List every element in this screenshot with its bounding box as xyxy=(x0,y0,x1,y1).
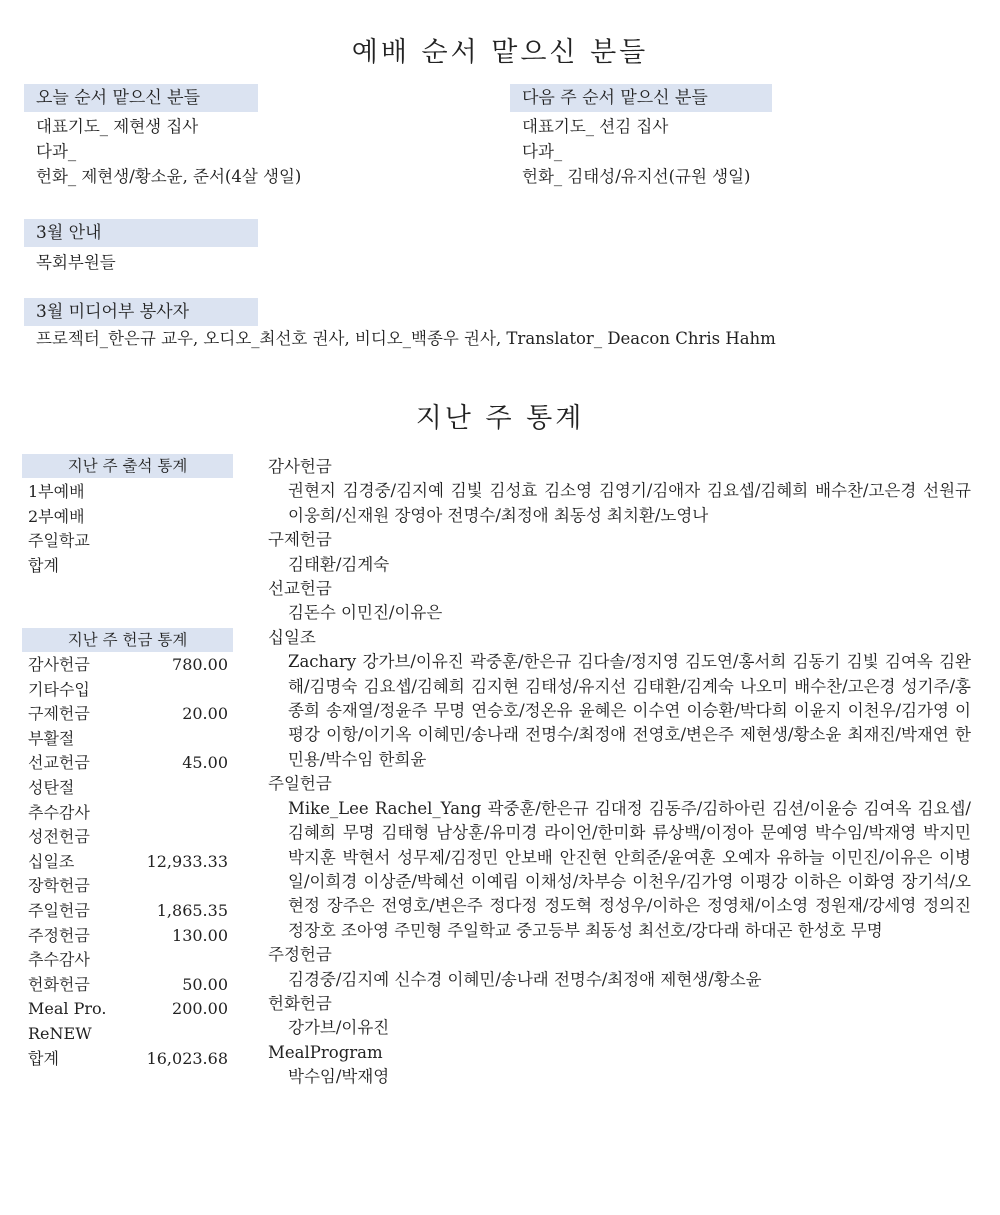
offering-name: 십일조 xyxy=(28,851,75,871)
offering-amount xyxy=(126,825,228,850)
donor-names: Mike_Lee Rachel_Yang 곽중훈/한은규 김대정 김동주/김하아린 김션/이윤승 김여옥 김요셉/김혜희 무명 김태형 남상훈/유미경 라이언/한미화 류상백/이정아 문예영 박수임/박재영 박지민 박지훈 박현서 성무제/김정민 안보배 안진현 안희준/윤여훈 오예자 유하늘 이민진/이유은 이병일/이희경 이상준/박혜선 이예림 이채성/차부승 이천우/김가영 이평강 이하은 이화영 장기석/오현정 장주은 전영호/변은주 정다정 정도혁 정성우/이하은 정영채/이소영 정원재/강세영 정의진 정장호 조아영 주민형 주일학교 중고등부 최동성 최선호/강다래 하대곤 한성호 무명 xyxy=(288,798,971,940)
offering-amount xyxy=(126,801,228,826)
offering-row xyxy=(28,874,228,899)
offering-amount xyxy=(126,948,228,973)
offering-row xyxy=(28,727,228,752)
donor-names: 김돈수 이민진/이유은 xyxy=(288,603,443,623)
attendance-label: 지난 주 출석 통계 xyxy=(22,454,233,478)
donor-names: 박수임/박재영 xyxy=(288,1067,390,1087)
offering-row xyxy=(28,997,228,1022)
offering-amount: 16,023.68 xyxy=(146,1048,228,1068)
donor-category: 헌화헌금 xyxy=(268,993,332,1013)
next-week-label: 다음 주 순서 맡으신 분들 xyxy=(510,84,772,112)
donor-category: 구제헌금 xyxy=(268,530,332,550)
offering-amount xyxy=(126,874,228,899)
offering-amount: 200.00 xyxy=(172,999,228,1019)
donor-names: Zachary 강가브/이유진 곽중훈/한은규 김다솔/정지영 김도연/홍서희 김동기 김빛 김여옥 김완해/김명숙 김요셉/김혜희 김지현 김태성/유지선 김태환/김계숙 나오미 배수찬/고은경 성기주/홍종희 송재열/정윤주 무명 연승호/정온유 윤혜은 이수연 이승환/박다희 이윤지 이천우/김가영 이평강 이항/이기옥 이혜민/송나래 전명수/최정애 전영호/변은주 제현생/황소윤 최재진/박재연 한민용/박수임 한희윤 xyxy=(288,652,971,769)
offering-amount xyxy=(126,678,228,703)
offering-name: 추수감사 xyxy=(28,950,90,970)
offering-row xyxy=(28,825,228,850)
next-week-list xyxy=(522,114,750,189)
offering-row xyxy=(28,751,228,776)
offering-amount: 780.00 xyxy=(172,655,228,674)
donor-category: 감사헌금 xyxy=(268,457,332,476)
donor-names: 김경중/김지예 신수경 이혜민/송나래 전명수/최정애 제현생/황소윤 xyxy=(288,969,762,989)
offering-amount: 1,865.35 xyxy=(156,900,228,920)
service-title: 예배 순서 맡으신 분들 xyxy=(351,37,649,68)
today-refreshment: 다과_ xyxy=(36,142,77,161)
offering-name: 장학헌금 xyxy=(28,876,90,896)
media-team-text: 프로젝터_한은규 교우, 오디오_최선호 권사, 비디오_백종우 권사, Translator_ Deacon Chris Hahm xyxy=(36,329,776,348)
attendance-row: 1부예배 xyxy=(28,482,85,501)
offering-name: 부활절 xyxy=(28,728,75,748)
offering-name: 추수감사 xyxy=(28,802,90,822)
today-label: 오늘 순서 맡으신 분들 xyxy=(24,84,258,112)
attendance-row: 2부예배 xyxy=(28,506,85,526)
offering-amount: 20.00 xyxy=(182,704,228,724)
today-flowers: 헌화_ 제현생/황소윤, 준서(4살 생일) xyxy=(36,167,302,186)
march-notice-label: 3월 안내 xyxy=(24,219,258,247)
offering-amount: 45.00 xyxy=(182,753,228,773)
offering-row xyxy=(28,948,228,973)
offering-amount: 50.00 xyxy=(182,974,228,994)
offering-row xyxy=(28,1022,228,1047)
offering-row xyxy=(28,899,228,924)
offering-name: 헌화헌금 xyxy=(28,974,90,994)
offering-amount xyxy=(126,1022,228,1047)
next-week-prayer: 대표기도_ 션김 집사 xyxy=(522,117,669,136)
offering-name: 감사헌금 xyxy=(28,655,90,674)
offering-name: 주정헌금 xyxy=(28,925,90,945)
donor-category: MealProgram xyxy=(268,1042,383,1062)
donor-category: 주정헌금 xyxy=(268,945,332,965)
offering-stats-table xyxy=(28,653,228,1071)
offering-row xyxy=(28,850,228,875)
offering-name: 성탄절 xyxy=(28,777,75,797)
attendance-row: 주일학교 xyxy=(28,531,90,550)
attendance-list xyxy=(28,480,90,578)
today-list xyxy=(36,114,301,189)
attendance-row: 합계 xyxy=(28,555,59,575)
offering-name: 기타수입 xyxy=(28,679,90,699)
offering-name: 선교헌금 xyxy=(28,753,90,773)
offering-row xyxy=(28,924,228,949)
stats-title: 지난 주 통계 xyxy=(415,403,585,434)
offering-amount xyxy=(126,776,228,801)
offering-row xyxy=(28,702,228,727)
offering-row xyxy=(28,678,228,703)
donor-list xyxy=(268,455,971,1090)
offering-amount: 12,933.33 xyxy=(146,851,228,871)
march-notice-text: 목회부원들 xyxy=(36,253,116,272)
offering-name: ReNEW xyxy=(28,1023,92,1043)
offering-row xyxy=(28,801,228,826)
offering-name: Meal Pro. xyxy=(28,999,107,1019)
today-prayer: 대표기도_ 제현생 집사 xyxy=(36,117,199,136)
offering-name: 구제헌금 xyxy=(28,704,90,724)
offering-row xyxy=(28,776,228,801)
donor-category: 주일헌금 xyxy=(268,774,332,794)
offering-name: 주일헌금 xyxy=(28,900,90,920)
donor-category: 십일조 xyxy=(268,627,316,647)
offering-amount xyxy=(126,727,228,752)
offering-name: 성전헌금 xyxy=(28,827,90,847)
offering-row xyxy=(28,653,228,678)
donor-names: 강가브/이유진 xyxy=(288,1018,390,1038)
media-team-label: 3월 미디어부 봉사자 xyxy=(24,298,258,326)
donor-names: 김태환/김계숙 xyxy=(288,554,390,574)
offering-name: 합계 xyxy=(28,1048,59,1068)
offering-row xyxy=(28,973,228,998)
next-week-flowers: 헌화_ 김태성/유지선(규원 생일) xyxy=(522,167,751,186)
offering-total-row xyxy=(28,1047,228,1072)
offering-amount: 130.00 xyxy=(172,925,228,945)
offering-stats-label: 지난 주 헌금 통계 xyxy=(22,628,233,652)
donor-names: 권현지 김경중/김지예 김빛 김성효 김소영 김영기/김애자 김요셉/김혜희 배수찬/고은경 선원규 이웅희/신재원 장영아 전명수/최정애 최동성 최치환/노영나 xyxy=(288,481,971,525)
next-week-refreshment: 다과_ xyxy=(522,142,563,161)
donor-category: 선교헌금 xyxy=(268,579,332,599)
